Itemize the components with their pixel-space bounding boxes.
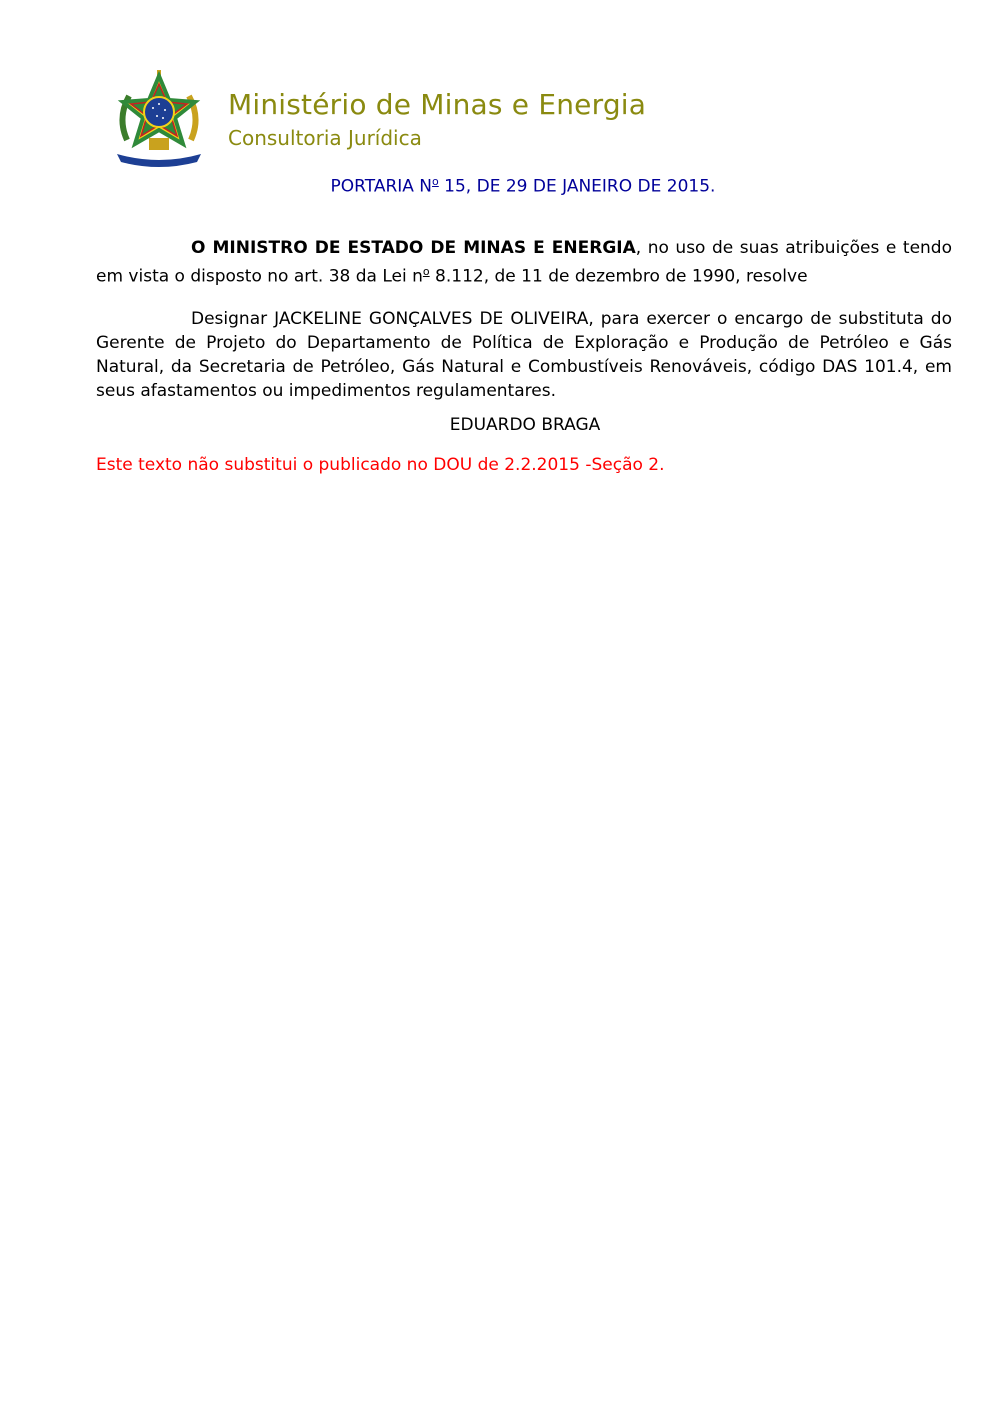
preamble-paragraph: [96, 236, 952, 289]
signature: EDUARDO BRAGA: [449, 415, 601, 435]
preamble-text-end: 8.112, de 11 de dezembro de 1990, resolve: [429, 266, 808, 287]
preamble-text: , no uso de suas atribuições e tendo em vista o disposto no art. 38 da Lei n: [96, 238, 952, 287]
title-suffix: 15, DE 29 DE JANEIRO DE 2015.: [438, 176, 716, 197]
title-superscript: o: [432, 175, 439, 188]
ministry-title: Ministério de Minas e Energia: [228, 88, 647, 121]
title-prefix: PORTARIA N: [330, 176, 433, 197]
designation-paragraph: Designar JACKELINE GONÇALVES DE OLIVEIRA, para exercer o encargo de substituta do Gerente de Projeto do Departamento de Política de Exploração e Produção de Petróleo e Gás Natural, da Secretaria de Petróleo, Gás Natural e Combustíveis Renováveis, código DAS 101.4, em seus afastamentos ou impedimentos regulamentares.: [96, 309, 952, 401]
disclaimer-note: Este texto não substitui o publicado no DOU de 2.2.2015 -Seção 2.: [96, 455, 665, 475]
document-title: [0, 175, 1000, 197]
minister-heading: O MINISTRO DE ESTADO DE MINAS E ENERGIA: [191, 238, 636, 258]
department-subtitle: Consultoria Jurídica: [228, 126, 422, 150]
preamble-superscript: o: [422, 265, 430, 278]
brazil-coat-of-arms-icon: [113, 70, 205, 170]
